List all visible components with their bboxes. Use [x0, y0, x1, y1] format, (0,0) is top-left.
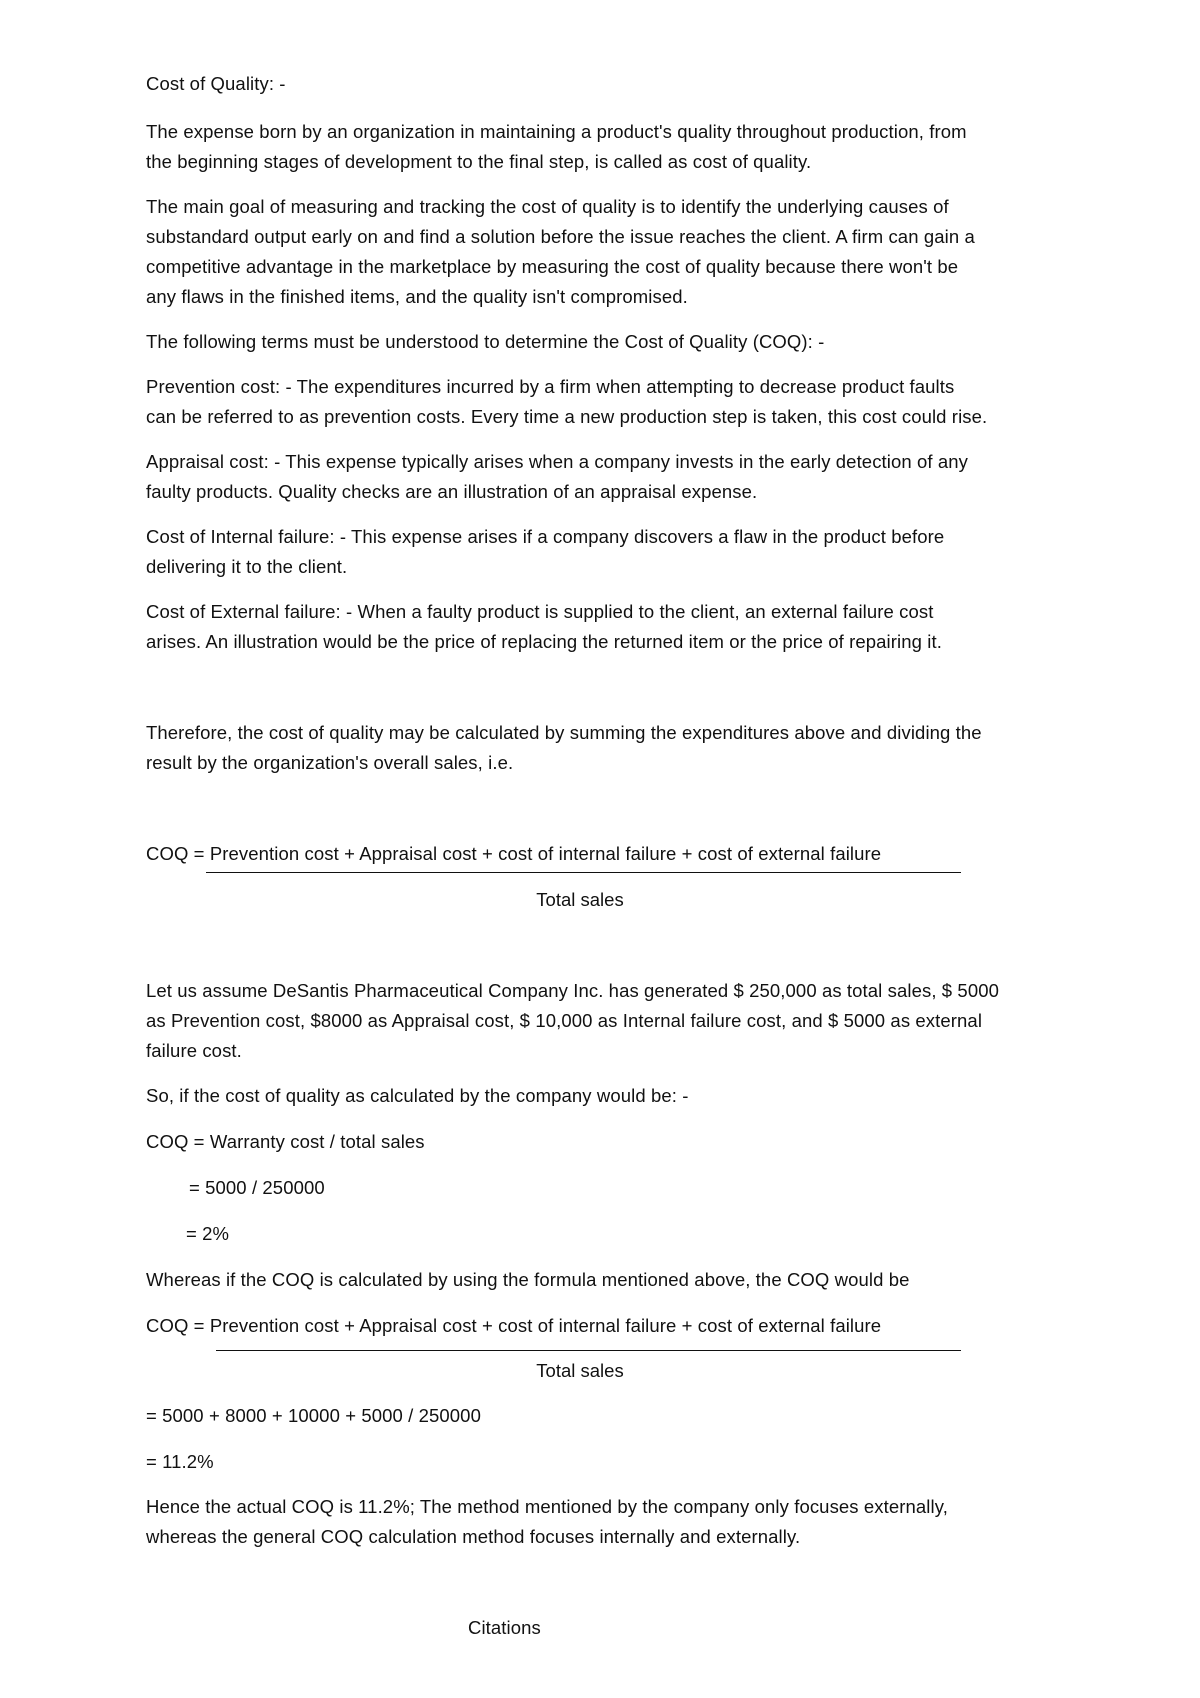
fraction-bar [216, 1350, 961, 1351]
prevention-cost-line: can be referred to as prevention costs. Every time a new production step is taken, this cost could rise. [146, 406, 988, 427]
intro-paragraph-line: the beginning stages of development to the final step, is called as cost of quality. [146, 151, 812, 172]
example-line: failure cost. [146, 1040, 242, 1061]
fraction-bar [206, 872, 961, 873]
therefore-line: result by the organization's overall sales, i.e. [146, 752, 514, 773]
citations-heading: Citations [468, 1617, 541, 1638]
warranty-calc: = 5000 / 250000 [189, 1177, 325, 1198]
conclusion-line: Hence the actual COQ is 11.2%; The method mentioned by the company only focuses externally, [146, 1496, 948, 1517]
appraisal-cost-line: faulty products. Quality checks are an illustration of an appraisal expense. [146, 481, 758, 502]
formula-denominator: Total sales [536, 1360, 624, 1381]
appraisal-cost-line: Appraisal cost: - This expense typically arises when a company invests in the early detection of any [146, 451, 969, 472]
whereas-line: Whereas if the COQ is calculated by using the formula mentioned above, the COQ would be [146, 1269, 910, 1290]
conclusion-line: whereas the general COQ calculation method focuses internally and externally. [146, 1526, 801, 1547]
terms-intro: The following terms must be understood to determine the Cost of Quality (COQ): - [146, 331, 825, 352]
warranty-formula: COQ = Warranty cost / total sales [146, 1131, 425, 1152]
internal-failure-line: Cost of Internal failure: - This expense arises if a company discovers a flaw in the product before [146, 526, 945, 547]
goal-paragraph-line: competitive advantage in the marketplace by measuring the cost of quality because there won't be [146, 256, 959, 277]
internal-failure-line: delivering it to the client. [146, 556, 348, 577]
goal-paragraph-line: substandard output early on and find a solution before the issue reaches the client. A firm can gain a [146, 226, 975, 247]
therefore-line: Therefore, the cost of quality may be calculated by summing the expenditures above and dividing the [146, 722, 982, 743]
intro-paragraph-line: The expense born by an organization in maintaining a product's quality throughout production, from [146, 121, 967, 142]
prevention-cost-line: Prevention cost: - The expenditures incurred by a firm when attempting to decrease product faults [146, 376, 955, 397]
external-failure-line: Cost of External failure: - When a faulty product is supplied to the client, an external failure cost [146, 601, 934, 622]
external-failure-line: arises. An illustration would be the price of replacing the returned item or the price of repairing it. [146, 631, 942, 652]
so-line: So, if the cost of quality as calculated by the company would be: - [146, 1085, 689, 1106]
calc-line: = 5000 + 8000 + 10000 + 5000 / 250000 [146, 1405, 481, 1426]
goal-paragraph-line: any flaws in the finished items, and the quality isn't compromised. [146, 286, 688, 307]
section-title: Cost of Quality: - [146, 73, 286, 94]
example-line: Let us assume DeSantis Pharmaceutical Company Inc. has generated $ 250,000 as total sales, $ 5000 [146, 980, 999, 1001]
example-line: as Prevention cost, $8000 as Appraisal cost, $ 10,000 as Internal failure cost, and $ 5000 as external [146, 1010, 983, 1031]
formula-numerator: COQ = Prevention cost + Appraisal cost + cost of internal failure + cost of external failure [146, 1315, 882, 1336]
calc-result: = 11.2% [146, 1451, 214, 1472]
goal-paragraph-line: The main goal of measuring and tracking the cost of quality is to identify the underlying causes of [146, 196, 949, 217]
formula-numerator: COQ = Prevention cost + Appraisal cost + cost of internal failure + cost of external failure [146, 843, 882, 864]
warranty-result: = 2% [186, 1223, 230, 1244]
formula-denominator: Total sales [536, 889, 624, 910]
